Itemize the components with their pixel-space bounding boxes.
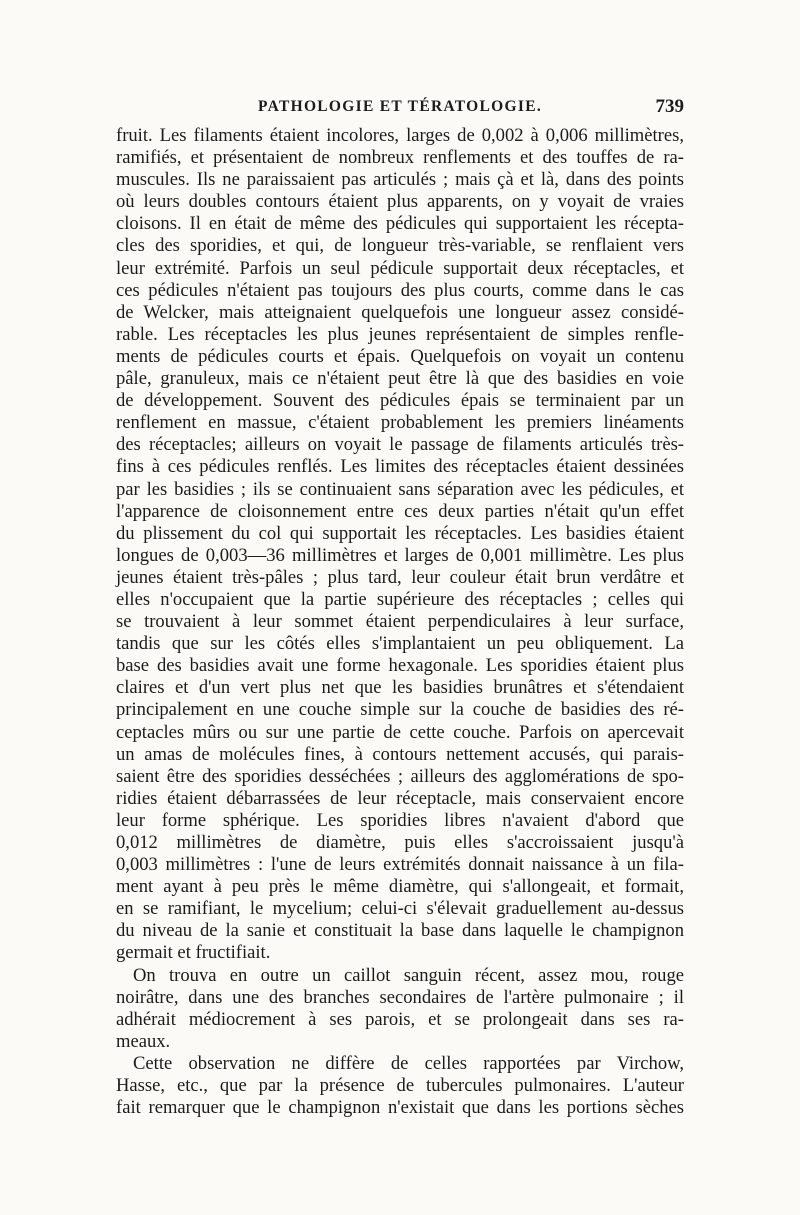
text-line: elles n'occupaient que la partie supérieure des réceptacles ; celles qui bbox=[116, 588, 684, 610]
running-title: PATHOLOGIE ET TÉRATOLOGIE. bbox=[257, 98, 543, 115]
text-line: cles des sporidies, et qui, de longueur très-variable, se renflaient vers bbox=[116, 235, 684, 257]
text-line: par les basidies ; ils se continuaient sans séparation avec les pédicules, et bbox=[116, 478, 684, 500]
text-line: longues de 0,003—36 millimètres et larges de 0,001 millimètre. Les plus bbox=[116, 544, 684, 566]
text-line: de Welcker, mais atteignaient quelquefois une longueur assez considé- bbox=[116, 301, 684, 323]
text-line: saient être des sporidies desséchées ; ailleurs des agglomérations de spo- bbox=[116, 765, 684, 787]
text-line: Hasse, etc., que par la présence de tubercules pulmonaires. L'auteur bbox=[116, 1075, 684, 1097]
text-line: pâle, granuleux, mais ce n'étaient peut être là que des basidies en voie bbox=[116, 368, 684, 390]
text-line: se trouvaient à leur sommet étaient perpendiculaires à leur surface, bbox=[116, 611, 684, 633]
text-line: du niveau de la sanie et constituait la base dans laquelle le champignon bbox=[116, 920, 684, 942]
text-line: germait et fructifiait. bbox=[116, 942, 271, 964]
text-line: ridies étaient débarrassées de leur réceptacle, mais conservaient encore bbox=[116, 787, 684, 809]
text-line: un amas de molécules fines, à contours nettement accusés, qui parais- bbox=[116, 743, 684, 765]
text-line: en se ramifiant, le mycelium; celui-ci s'élevait graduellement au-dessus bbox=[116, 898, 684, 920]
text-line: tandis que sur les côtés elles s'implantaient un peu obliquement. La bbox=[116, 633, 684, 655]
text-line: où leurs doubles contours étaient plus apparents, on y voyait de vraies bbox=[116, 191, 684, 213]
text-line: fins à ces pédicules renflés. Les limites des réceptacles étaient dessinées bbox=[116, 456, 684, 478]
text-line: leur extrémité. Parfois un seul pédicule supportait deux réceptacles, et bbox=[116, 257, 684, 279]
text-line: adhérait médiocrement à ses parois, et se prolongeait dans ses ra- bbox=[116, 1008, 684, 1030]
text-line: leur forme sphérique. Les sporidies libres n'avaient d'abord que bbox=[116, 809, 684, 831]
text-line: de développement. Souvent des pédicules épais se terminaient par un bbox=[116, 390, 684, 412]
text-line: ments de pédicules courts et épais. Quelquefois on voyait un contenu bbox=[116, 345, 684, 367]
text-line: renflement en massue, c'étaient probablement les premiers linéaments bbox=[116, 412, 684, 434]
text-line: base des basidies avait une forme hexagonale. Les sporidies étaient plus bbox=[116, 655, 684, 677]
text-line: fruit. Les filaments étaient incolores, larges de 0,002 à 0,006 millimètres, bbox=[116, 125, 684, 146]
page-number: 739 bbox=[655, 96, 684, 117]
text-line: l'apparence de cloisonnement entre ces deux parties n'était qu'un effet bbox=[116, 500, 684, 522]
text-line: des réceptacles; ailleurs on voyait le passage de filaments articulés très- bbox=[116, 434, 684, 456]
text-line: muscules. Ils ne paraissaient pas articulés ; mais çà et là, dans des points bbox=[116, 169, 684, 191]
text-line: ces pédicules n'étaient pas toujours des plus courts, comme dans le cas bbox=[116, 279, 684, 301]
text-line: Cette observation ne diffère de celles rapportées par Virchow, bbox=[133, 1052, 684, 1074]
text-line: On trouva en outre un caillot sanguin récent, assez mou, rouge bbox=[133, 964, 684, 986]
running-head bbox=[116, 96, 684, 120]
text-line: principalement en une couche simple sur la couche de basidies des ré- bbox=[116, 699, 684, 721]
text-line: noirâtre, dans une des branches secondaires de l'artère pulmonaire ; il bbox=[116, 986, 684, 1008]
text-line: meaux. bbox=[116, 1030, 171, 1052]
text-line: cloisons. Il en était de même des pédicules qui supportaient les récepta- bbox=[116, 213, 684, 235]
text-line: jeunes étaient très-pâles ; plus tard, leur couleur était brun verdâtre et bbox=[116, 566, 684, 588]
text-line: 0,012 millimètres de diamètre, puis elles s'accroissaient jusqu'à bbox=[116, 832, 684, 853]
text-line: fait remarquer que le champignon n'existait que dans les portions sèches bbox=[116, 1097, 684, 1119]
text-line: du plissement du col qui supportait les réceptacles. Les basidies étaient bbox=[116, 522, 684, 544]
text-line: 0,003 millimètres : l'une de leurs extrémités donnait naissance à un fila- bbox=[116, 854, 684, 876]
body-text bbox=[116, 125, 684, 1119]
text-line: claires et d'un vert plus net que les basidies brunâtres et s'étendaient bbox=[116, 677, 684, 699]
text-line: ramifiés, et présentaient de nombreux renflements et des touffes de ra- bbox=[116, 147, 684, 169]
text-line: ment ayant à peu près le même diamètre, qui s'allongeait, et formait, bbox=[116, 876, 684, 898]
text-line: ceptacles mûrs ou sur une partie de cette couche. Parfois on apercevait bbox=[116, 721, 684, 743]
text-line: rable. Les réceptacles les plus jeunes représentaient de simples renfle- bbox=[116, 323, 684, 345]
